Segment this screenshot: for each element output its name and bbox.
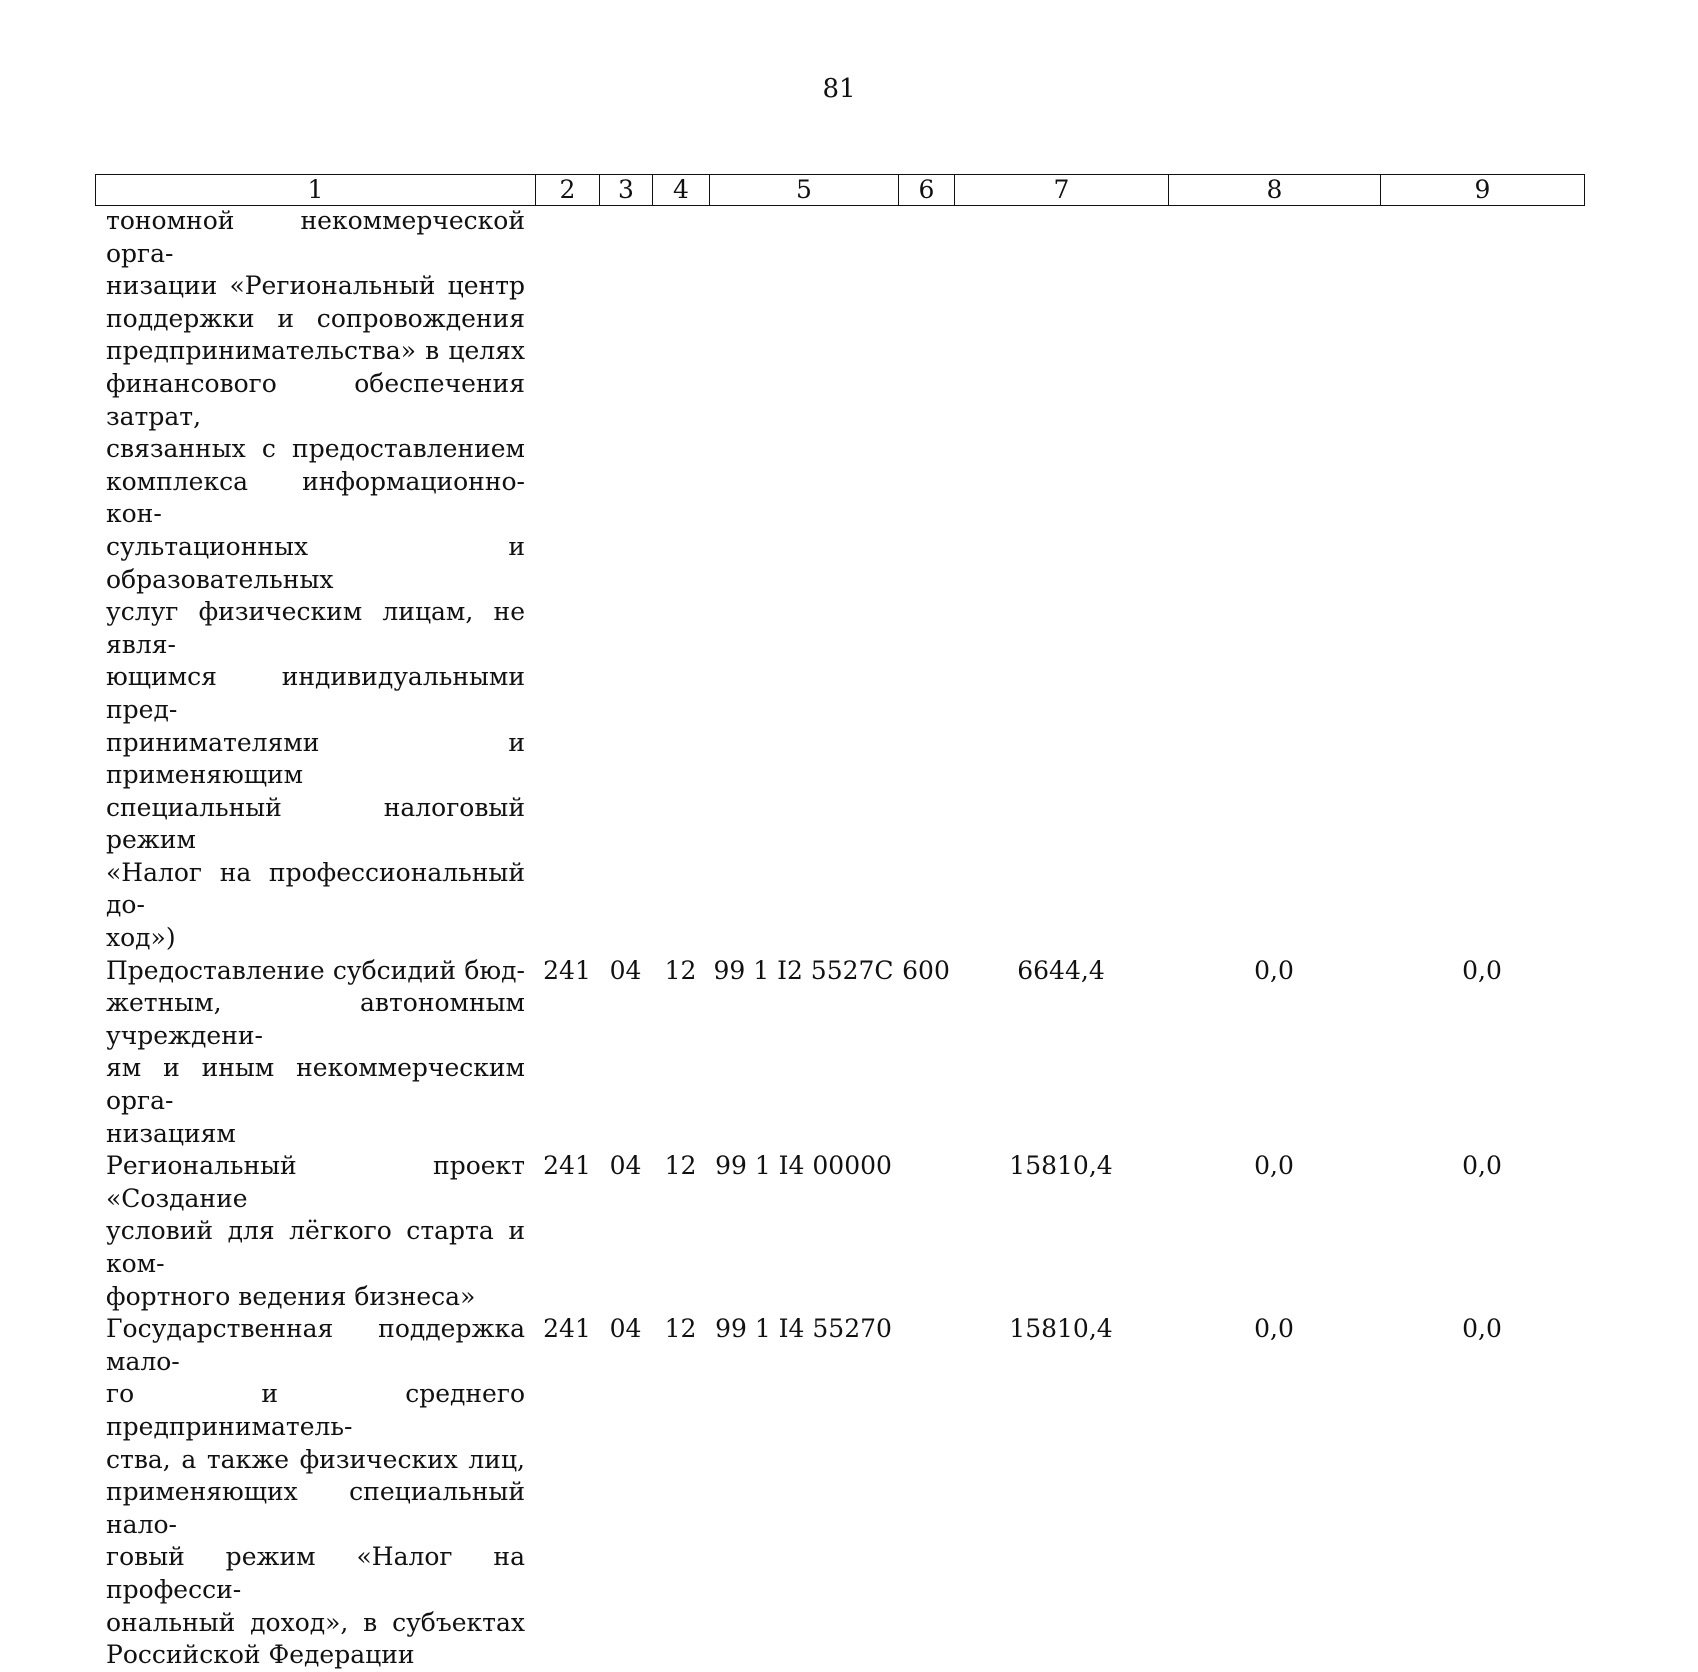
row-cell-c9: 0,0: [1462, 955, 1502, 985]
row-name-cell: [95, 205, 535, 955]
row-name-cell: [95, 1150, 535, 1313]
row-name-line: низации «Региональный центр: [106, 271, 525, 301]
row-name-line: сультационных и образовательных: [106, 531, 525, 594]
table-header: [95, 174, 1585, 206]
header-col-7: 7: [955, 175, 1169, 206]
row-cell-c7: [954, 205, 1168, 955]
row-cell-c2: [535, 205, 599, 955]
row-name-line: низациям: [106, 1118, 236, 1148]
row-cell-c2: 241: [543, 1151, 591, 1181]
row-name-line: связанных с предоставлением: [106, 434, 525, 464]
row-cell-c5: 99 1 I4 55270: [715, 1314, 892, 1344]
header-col-9: 9: [1381, 175, 1585, 206]
header-col-2: 2: [536, 175, 600, 206]
table-row: [95, 955, 1584, 1151]
row-cell-c3: 04: [609, 955, 642, 985]
row-name-line: услуг физическим лицам, не явля-: [106, 597, 525, 659]
header-row: [96, 175, 1585, 206]
row-name-line: жетным, автономным учреждени-: [106, 988, 525, 1050]
row-name-cell: [95, 1313, 535, 1672]
row-name-line: ям и иным некоммерческим орга-: [106, 1053, 525, 1116]
row-cell-c7: 6644,4: [1017, 955, 1105, 985]
row-cell-c7: 15810,4: [1009, 1151, 1113, 1181]
row-cell-c4: 12: [664, 1314, 697, 1344]
row-cell-c4: 12: [664, 955, 697, 985]
row-name-line: говый режим «Налог на професси-: [106, 1542, 525, 1604]
row-name-line: Государственная поддержка мало-: [106, 1314, 525, 1376]
row-name-line: Предоставление субсидий бюд-: [106, 955, 525, 985]
row-cell-c6: [898, 1150, 954, 1313]
row-cell-c8: 0,0: [1254, 1314, 1294, 1344]
header-col-1: 1: [96, 175, 536, 206]
page-number: 81: [822, 74, 856, 104]
row-cell-c3: [599, 205, 652, 955]
header-col-5: 5: [710, 175, 899, 206]
row-cell-c5: 99 1 I2 5527C: [713, 955, 894, 985]
row-name-line: применяющих специальный нало-: [106, 1477, 525, 1539]
row-name-line: специальный налоговый режим: [106, 792, 525, 855]
row-cell-c4: 12: [664, 1151, 697, 1181]
row-name-line: финансового обеспечения затрат,: [106, 368, 525, 431]
row-cell-c2: 241: [543, 955, 591, 985]
row-cell-c5: 99 1 I4 00000: [715, 1151, 892, 1181]
row-cell-c8: [1168, 205, 1380, 955]
row-cell-c7: 15810,4: [1009, 1314, 1113, 1344]
row-name-line: ства, а также физических лиц,: [106, 1444, 525, 1474]
row-name-line: ющимся индивидуальными пред-: [106, 662, 525, 724]
row-name-line: «Налог на профессиональный до-: [106, 857, 525, 920]
row-cell-c6: 600: [902, 955, 950, 985]
row-name-line: тономной некоммерческой орга-: [106, 206, 525, 268]
row-cell-c9: 0,0: [1462, 1314, 1502, 1344]
row-cell-c3: 04: [609, 1151, 642, 1181]
row-name-line: ход»): [106, 923, 176, 953]
row-name-line: условий для лёгкого старта и ком-: [106, 1216, 525, 1278]
row-name-line: комплекса информационно-кон-: [106, 466, 525, 529]
row-cell-c8: 0,0: [1254, 955, 1294, 985]
row-name-line: Российской Федерации: [106, 1640, 415, 1670]
header-col-3: 3: [600, 175, 653, 206]
header-col-6: 6: [899, 175, 955, 206]
row-cell-c8: 0,0: [1254, 1151, 1294, 1181]
row-name-line: принимателями и применяющим: [106, 727, 525, 790]
table-row: [95, 1313, 1584, 1672]
row-cell-c9: [1380, 205, 1584, 955]
table-row: [95, 205, 1584, 955]
row-cell-c2: 241: [543, 1314, 591, 1344]
row-cell-c5: [709, 205, 898, 955]
row-name-line: Региональный проект «Создание: [106, 1151, 525, 1213]
row-name-line: ональный доход», в субъектах: [106, 1607, 525, 1637]
row-cell-c4: [652, 205, 709, 955]
row-name-line: фортного ведения бизнеса»: [106, 1281, 476, 1311]
header-col-8: 8: [1169, 175, 1381, 206]
table-body: [95, 205, 1584, 1672]
row-cell-c6: [898, 205, 954, 955]
row-name-line: предпринимательства» в целях: [106, 336, 525, 366]
header-col-4: 4: [653, 175, 710, 206]
row-cell-c9: 0,0: [1462, 1151, 1502, 1181]
row-name-line: поддержки и сопровождения: [106, 303, 525, 333]
table-row: [95, 1150, 1584, 1313]
row-name-line: го и среднего предприниматель-: [106, 1379, 525, 1441]
row-cell-c6: [898, 1313, 954, 1672]
row-name-cell: [95, 955, 535, 1151]
row-cell-c3: 04: [609, 1314, 642, 1344]
